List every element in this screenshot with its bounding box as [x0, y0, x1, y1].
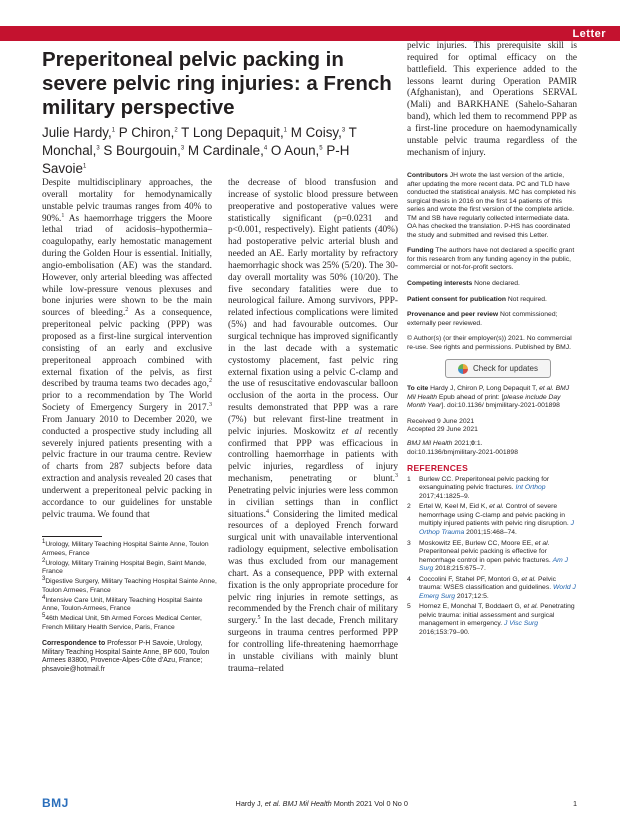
patient-consent: Patient consent for publication Not required.	[407, 295, 547, 303]
affiliation: $^2$Urology, Military Training Hospital Begin, Saint Mande, France	[42, 557, 207, 575]
funding-statement: Funding The authors have not declared a specific grant for this research from any funding agency in the public, commercial or not-for-profit sectors.	[407, 247, 575, 272]
reference-item: 2 Ertel W, Keel M, Eid K, et al. Control of severe hemorrhage using C-clamp and pelvic packing in multiply injured patients with pelvic ring disruption. J Orthop Trauma 2001;15:468–74.	[407, 503, 574, 536]
affiliations	[42, 536, 220, 634]
citation-ref[interactable]: 4	[265, 508, 269, 515]
competing-interests: Competing interests None declared.	[407, 280, 520, 288]
article-title: Preperitoneal pelvic packing in severe pelvic ring injuries: a French military perspective	[42, 48, 392, 119]
article-info-column	[407, 172, 579, 640]
affiliation: $^4$Intensive Care Unit, Military Teaching Hospital Sainte Anne, Toulon-Armees, France	[42, 594, 203, 612]
citation-ref[interactable]: 2	[125, 307, 129, 314]
reference-journal-link[interactable]: World J Emerg Surg	[419, 584, 576, 600]
reference-journal-link[interactable]: Int Orthop	[515, 484, 546, 492]
contributors-statement: Contributors JH wrote the last version of the article, after updating the more recent data. PC and TLD have conducted the statistical analysis. MC has completed his surgical thesis in 2016 on the first 14 patients of this series and wrote the first version of the complete article. TM and SB have regularly collected intermediate data. OA has checked the translation. P-HS has coordinated the study and submitted and revised this Letter.	[407, 172, 576, 239]
affiliation: $^3$Digestive Surgery, Military Teaching Hospital Sainte Anne, Toulon Armees, France	[42, 575, 217, 594]
body-column-1	[42, 178, 212, 521]
references-heading: REFERENCES	[407, 463, 469, 474]
crossmark-icon	[458, 364, 468, 374]
affiliation-divider	[42, 536, 102, 537]
body-paragraph: pelvic injuries. This prerequisite skill is required for optimal efficacy on the battlefield. This experience added to the lessons learnt during Operation PAMIR (Afghanistan), and Operations SERVAL (Mali) and BARKHANE (Sahelo-Saharan band), which led them to recommend PPP as a first-line procedure on haemodynamically unstable pelvic trauma regardless of the mechanism of injury.	[407, 41, 577, 158]
body-paragraph: the decrease of blood transfusion and increase of systolic blood pressure between preoperative and postoperative values were statistically significant (p=0.0231 and p<0.001, respectively). Eight patients (40%) had postoperative pelvic arterial blush and needed an AE. Early mortality by refractory haemorrhagic shock was 25% (5/20). The 30-day overall mortality was 50% (10/20). The five secondary fatalities were due to neurological failure. Among survivors, PPP-related infectious complications were limited (5%) and had favourable outcomes. Our surgical technique has improved significantly in the last decade with a systematic cystostomy placement, fast pelvic ring external fixation using a pelvic C-clamp and the use of resuscitative endovascular balloon occlusion of the aorta in the process. Our results demonstrated that PPP was a rare (7%) but relevant first-line treatment in pelvic injuries. Moskowitz et al recently confirmed that PPP was efficacious in controlling haemorrhage in patients with pelvic injuries, regardless of injury mechanism, penetrating or blunt.$^3$ Penetrating pelvic injuries were less common in civilian settings than in conflict situations.$^4$ Considering the limited medical resources of a deployed French forward surgical unit with unavailable interventional radiology equipment, selective embolisation was thus excluded from our management chart. As a consequence, PPP with external fixation is the only appropriate procedure for pelvic ring injuries in remote settings, as recommended by the French chair of military surgery.$^5$ In the last decade, French military surgeons in trauma centres performed PPP for controlling life-threatening haemorrhage in unstable civilians with mainly blunt trauma–related	[228, 178, 399, 674]
footer-citation: Hardy J, et al. BMJ Mil Health Month 2021 Vol 0 No 0	[235, 798, 408, 808]
bmj-logo: BMJ	[42, 796, 69, 810]
provenance-statement: Provenance and peer review Not commissioned; externally peer reviewed.	[407, 311, 558, 327]
affiliation: $^5$46th Medical Unit, 5th Armed Forces Medical Center, French Military Health Service, Paris, France	[42, 612, 202, 631]
article-dates: Received 9 June 2021 Accepted 29 June 2021	[407, 417, 478, 434]
reference-journal-link[interactable]: Am J Surg	[419, 556, 568, 573]
doi-link[interactable]: doi:10.1136/bmjmilitary-2021-001898	[407, 448, 518, 456]
body-column-2	[228, 178, 398, 675]
author[interactable]: S Bourgouin,$^3$	[99, 143, 185, 158]
page-number: 1	[572, 798, 577, 808]
reference-journal-link[interactable]: J Orthop Trauma	[419, 520, 574, 536]
copyright-statement: © Author(s) (or their employer(s)) 2021. No commercial re-use. See rights and permissions. Published by BMJ.	[407, 335, 572, 351]
article-type-label: Letter	[572, 27, 606, 40]
author[interactable]: Julie Hardy,$^1$	[42, 125, 116, 140]
body-paragraph: Despite multidisciplinary approaches, the overall mortality for hemodynamically unstable pelvic traumas ranges from 40% to 90%.$^1$ As haemorrhage triggers the Moore lethal triad of acidosis–hypothermia–coagulopathy, early hemostatic management during the Golden Hour is essential. Initially, angio-embolisation (AE) was the standard. However, only arterial bleeding was affected while low-pressure venous plexuses and bone injuries were shown to be the main sources of bleeding.$^2$ As a consequence, preperitoneal pelvic packing (PPP) was proposed as a first-line surgical intervention consisting of an early and exclusive preperitoneal approach combined with external fixation of the pelvis, as first described by trauma teams two decades ago,$^2$ prior to a recommendation by The World Society of Emergency Surgery in 2017.$^3$ From January 2010 to December 2020, we conducted a prospective study including all severely injured patients presenting with a pelvic fracture in our trauma centre. Review of charts from 287 subjects before data extraction and analysis revealed 20 cases that underwent a preperitoneal pelvic packing in accordance to our guidelines for unstable pelvic trauma. We found that	[42, 178, 212, 520]
author[interactable]: P-H Savoie$^1$	[42, 143, 350, 176]
affiliation: $^1$Urology, Military Teaching Hospital Sainte Anne, Toulon Armees, France	[42, 538, 209, 557]
reference-item: 1 Burlew CC. Preperitoneal pelvic packing for exsanguinating pelvic fractures. Int Orthop 2017;41:1825–9.	[407, 475, 550, 500]
author[interactable]: M Coisy,$^3$	[287, 125, 346, 140]
reference-item: 5 Hornez E, Monchal T, Boddaert G, et al. Penetrating pelvic trauma: initial assessment and surgical management in emergency. J Visc Surg 2016;153:79–90.	[407, 603, 575, 636]
author-list	[42, 124, 392, 178]
author[interactable]: M Cardinale,$^4$	[184, 143, 268, 158]
citation-ref[interactable]: 2	[209, 378, 212, 385]
how-to-cite: To cite Hardy J, Chiron P, Long Depaquit T, et al. BMJ Mil Health Epub ahead of print: [please include Day Month Year]. doi:10.1136/ bmjmilitary-2021-001898	[407, 385, 570, 410]
page-footer	[42, 796, 577, 810]
author[interactable]: T Monchal,$^3$	[42, 125, 357, 158]
author[interactable]: O Aoun,$^5$	[267, 143, 323, 158]
citation-ref[interactable]: 1	[61, 212, 65, 219]
reference-item: 4 Coccolini F, Stahel PF, Montori G, et al. Pelvic trauma: WSES classification and guidelines. World J Emerg Surg 2017;12:5.	[407, 575, 576, 600]
reference-journal-link[interactable]: J Visc Surg	[504, 620, 539, 628]
correspondence: Correspondence to Professor P-H Savoie, Urology, Military Teaching Hospital Sainte Anne, BP 600, Toulon Armees 83800, Provence-Alpes-Côte d'Azu, France; phsavoie@hotmail.fr	[42, 640, 210, 674]
reference-list	[407, 476, 579, 638]
author[interactable]: P Chiron,$^2$	[115, 125, 178, 140]
citation-ref[interactable]: 3	[209, 401, 212, 408]
journal-citation: BMJ Mil Health 2021;0:1. doi:10.1136/bmjmilitary-2021-001898	[407, 440, 518, 456]
body-column-3-top	[407, 41, 577, 159]
article-type-band	[0, 26, 620, 41]
check-for-updates-button[interactable]: Check for updates	[445, 359, 551, 378]
citation-ref[interactable]: 5	[257, 615, 261, 622]
author[interactable]: T Long Depaquit,$^1$	[177, 125, 288, 140]
citation-ref[interactable]: 3	[395, 473, 398, 479]
reference-item: 3 Moskowitz EE, Burlew CC, Moore EE, et al. Preperitoneal pelvic packing is effective for hemorrhage control in open pelvic fractures. Am J Surg 2018;215:675–7.	[407, 539, 568, 573]
